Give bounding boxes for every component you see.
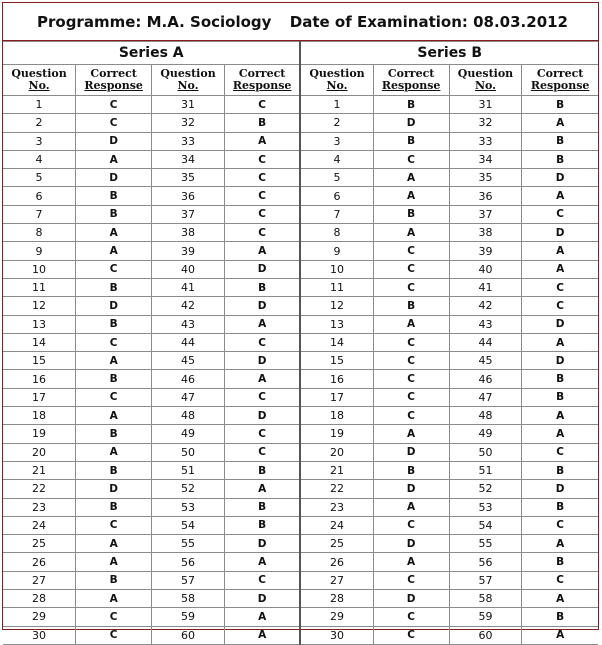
correct-response: C: [373, 516, 449, 534]
correct-response: B: [522, 498, 598, 516]
question-number: 43: [449, 315, 522, 333]
correct-response: C: [373, 626, 449, 644]
exam-date: Date of Examination: 08.03.2012: [289, 12, 568, 31]
question-number: 2: [300, 114, 373, 132]
correct-response: A: [522, 407, 598, 425]
question-number: 13: [300, 315, 373, 333]
correct-response: B: [373, 205, 449, 223]
correct-response: C: [373, 608, 449, 626]
question-number: 38: [449, 224, 522, 242]
series-a-question-header: Question No.: [3, 65, 76, 96]
question-number: 3: [3, 132, 76, 150]
correct-response: D: [373, 590, 449, 608]
question-number: 12: [3, 297, 76, 315]
question-number: 5: [300, 169, 373, 187]
correct-response: A: [76, 443, 152, 461]
question-number: 46: [449, 370, 522, 388]
correct-response: B: [76, 315, 152, 333]
correct-response: D: [373, 114, 449, 132]
correct-response: A: [76, 590, 152, 608]
correct-response: B: [522, 608, 598, 626]
question-number: 36: [449, 187, 522, 205]
correct-response: B: [522, 388, 598, 406]
series-a-response-header: Correct Response: [76, 65, 152, 96]
correct-response: A: [224, 480, 300, 498]
correct-response: B: [224, 278, 300, 296]
answer-key-sheet: [2, 2, 599, 642]
correct-response: C: [76, 333, 152, 351]
correct-response: D: [224, 590, 300, 608]
table-row: [3, 407, 598, 425]
table-row: [3, 480, 598, 498]
question-number: 31: [152, 96, 225, 114]
question-number: 30: [300, 626, 373, 644]
question-number: 17: [3, 388, 76, 406]
correct-response: B: [76, 571, 152, 589]
question-number: 53: [152, 498, 225, 516]
correct-response: A: [224, 626, 300, 644]
question-number: 47: [152, 388, 225, 406]
correct-response: D: [373, 480, 449, 498]
question-number: 52: [449, 480, 522, 498]
correct-response: C: [224, 425, 300, 443]
question-number: 59: [152, 608, 225, 626]
answer-key-table: [3, 41, 598, 645]
correct-response: A: [522, 333, 598, 351]
question-number: 29: [300, 608, 373, 626]
question-number: 36: [152, 187, 225, 205]
correct-response: A: [522, 260, 598, 278]
correct-response: C: [522, 205, 598, 223]
question-number: 33: [152, 132, 225, 150]
correct-response: C: [224, 96, 300, 114]
question-number: 4: [3, 150, 76, 168]
table-row: [3, 590, 598, 608]
correct-response: C: [522, 443, 598, 461]
question-number: 37: [449, 205, 522, 223]
answer-rows: [3, 96, 598, 645]
correct-response: C: [522, 297, 598, 315]
correct-response: A: [76, 150, 152, 168]
question-number: 9: [300, 242, 373, 260]
correct-response: A: [373, 425, 449, 443]
correct-response: C: [224, 388, 300, 406]
correct-response: C: [76, 388, 152, 406]
correct-response: D: [224, 407, 300, 425]
question-number: 49: [152, 425, 225, 443]
correct-response: C: [224, 187, 300, 205]
correct-response: A: [522, 535, 598, 553]
correct-response: D: [76, 132, 152, 150]
question-number: 33: [449, 132, 522, 150]
correct-response: B: [373, 132, 449, 150]
question-number: 35: [152, 169, 225, 187]
question-number: 55: [152, 535, 225, 553]
question-number: 47: [449, 388, 522, 406]
correct-response: B: [522, 132, 598, 150]
table-row: [3, 315, 598, 333]
question-number: 44: [152, 333, 225, 351]
question-number: 2: [3, 114, 76, 132]
table-row: [3, 352, 598, 370]
table-row: [3, 169, 598, 187]
question-number: 32: [152, 114, 225, 132]
table-row: [3, 224, 598, 242]
correct-response: C: [76, 608, 152, 626]
correct-response: A: [522, 114, 598, 132]
table-row: [3, 260, 598, 278]
correct-response: B: [373, 96, 449, 114]
correct-response: A: [522, 187, 598, 205]
question-number: 20: [3, 443, 76, 461]
correct-response: C: [224, 205, 300, 223]
question-number: 54: [449, 516, 522, 534]
question-number: 27: [3, 571, 76, 589]
question-number: 6: [300, 187, 373, 205]
question-number: 14: [300, 333, 373, 351]
correct-response: C: [76, 114, 152, 132]
table-row: [3, 132, 598, 150]
correct-response: D: [522, 315, 598, 333]
table-row: [3, 443, 598, 461]
question-number: 38: [152, 224, 225, 242]
question-number: 20: [300, 443, 373, 461]
table-row: [3, 278, 598, 296]
question-number: 29: [3, 608, 76, 626]
correct-response: B: [522, 461, 598, 479]
question-number: 43: [152, 315, 225, 333]
correct-response: A: [76, 352, 152, 370]
series-b-response-header-2: Correct Response: [522, 65, 598, 96]
question-number: 48: [152, 407, 225, 425]
correct-response: A: [373, 224, 449, 242]
correct-response: C: [522, 278, 598, 296]
question-number: 58: [152, 590, 225, 608]
correct-response: A: [224, 370, 300, 388]
correct-response: C: [224, 224, 300, 242]
question-number: 21: [300, 461, 373, 479]
question-number: 41: [449, 278, 522, 296]
table-row: [3, 242, 598, 260]
correct-response: A: [373, 187, 449, 205]
question-number: 32: [449, 114, 522, 132]
correct-response: C: [373, 260, 449, 278]
correct-response: D: [522, 169, 598, 187]
question-number: 44: [449, 333, 522, 351]
correct-response: A: [522, 590, 598, 608]
question-number: 28: [3, 590, 76, 608]
correct-response: B: [224, 114, 300, 132]
question-number: 1: [3, 96, 76, 114]
correct-response: B: [522, 96, 598, 114]
table-row: [3, 608, 598, 626]
question-number: 40: [152, 260, 225, 278]
question-number: 37: [152, 205, 225, 223]
correct-response: C: [373, 407, 449, 425]
correct-response: D: [522, 480, 598, 498]
question-number: 59: [449, 608, 522, 626]
question-number: 25: [300, 535, 373, 553]
question-number: 21: [3, 461, 76, 479]
table-row: [3, 96, 598, 114]
correct-response: A: [522, 242, 598, 260]
series-a-question-header-2: Question No.: [152, 65, 225, 96]
correct-response: C: [224, 169, 300, 187]
correct-response: C: [76, 96, 152, 114]
question-number: 52: [152, 480, 225, 498]
question-number: 23: [3, 498, 76, 516]
question-number: 18: [300, 407, 373, 425]
table-row: [3, 535, 598, 553]
correct-response: B: [76, 187, 152, 205]
correct-response: B: [76, 461, 152, 479]
correct-response: A: [76, 553, 152, 571]
table-row: [3, 388, 598, 406]
correct-response: C: [373, 150, 449, 168]
question-number: 6: [3, 187, 76, 205]
question-number: 49: [449, 425, 522, 443]
question-number: 1: [300, 96, 373, 114]
question-number: 39: [449, 242, 522, 260]
question-number: 24: [300, 516, 373, 534]
question-number: 13: [3, 315, 76, 333]
question-number: 3: [300, 132, 373, 150]
series-a-title: Series A: [3, 42, 300, 65]
question-number: 25: [3, 535, 76, 553]
correct-response: B: [522, 553, 598, 571]
question-number: 48: [449, 407, 522, 425]
correct-response: A: [224, 315, 300, 333]
correct-response: C: [224, 571, 300, 589]
correct-response: A: [76, 224, 152, 242]
table-row: [3, 425, 598, 443]
correct-response: B: [373, 461, 449, 479]
question-number: 39: [152, 242, 225, 260]
question-number: 46: [152, 370, 225, 388]
question-number: 15: [3, 352, 76, 370]
question-number: 16: [300, 370, 373, 388]
question-number: 10: [3, 260, 76, 278]
question-number: 50: [152, 443, 225, 461]
table-row: [3, 498, 598, 516]
correct-response: C: [522, 516, 598, 534]
correct-response: A: [224, 608, 300, 626]
question-number: 50: [449, 443, 522, 461]
correct-response: B: [76, 370, 152, 388]
question-number: 24: [3, 516, 76, 534]
correct-response: A: [224, 242, 300, 260]
table-row: [3, 297, 598, 315]
correct-response: B: [76, 498, 152, 516]
correct-response: B: [224, 461, 300, 479]
correct-response: C: [373, 571, 449, 589]
question-number: 23: [300, 498, 373, 516]
correct-response: D: [522, 352, 598, 370]
question-number: 53: [449, 498, 522, 516]
correct-response: C: [224, 443, 300, 461]
correct-response: A: [373, 169, 449, 187]
question-number: 55: [449, 535, 522, 553]
series-b-title: Series B: [300, 42, 598, 65]
correct-response: A: [224, 132, 300, 150]
question-number: 35: [449, 169, 522, 187]
correct-response: C: [373, 278, 449, 296]
question-number: 60: [449, 626, 522, 644]
question-number: 10: [300, 260, 373, 278]
question-number: 18: [3, 407, 76, 425]
question-number: 41: [152, 278, 225, 296]
correct-response: A: [522, 626, 598, 644]
series-b-question-header-2: Question No.: [449, 65, 522, 96]
correct-response: D: [373, 535, 449, 553]
question-number: 57: [152, 571, 225, 589]
question-number: 57: [449, 571, 522, 589]
correct-response: D: [373, 443, 449, 461]
correct-response: C: [373, 242, 449, 260]
correct-response: A: [76, 535, 152, 553]
question-number: 27: [300, 571, 373, 589]
table-row: [3, 187, 598, 205]
question-number: 34: [449, 150, 522, 168]
table-row: [3, 370, 598, 388]
table-row: [3, 333, 598, 351]
correct-response: B: [373, 297, 449, 315]
correct-response: C: [522, 571, 598, 589]
correct-response: B: [224, 498, 300, 516]
question-number: 7: [3, 205, 76, 223]
correct-response: A: [373, 498, 449, 516]
correct-response: A: [373, 315, 449, 333]
question-number: 51: [449, 461, 522, 479]
correct-response: C: [76, 260, 152, 278]
question-number: 58: [449, 590, 522, 608]
correct-response: C: [76, 516, 152, 534]
question-number: 14: [3, 333, 76, 351]
correct-response: D: [224, 297, 300, 315]
correct-response: C: [76, 626, 152, 644]
question-number: 4: [300, 150, 373, 168]
question-number: 56: [152, 553, 225, 571]
question-number: 42: [449, 297, 522, 315]
question-number: 26: [3, 553, 76, 571]
question-number: 22: [3, 480, 76, 498]
correct-response: D: [224, 260, 300, 278]
correct-response: D: [76, 169, 152, 187]
question-number: 8: [3, 224, 76, 242]
correct-response: B: [76, 205, 152, 223]
series-b-question-header: Question No.: [300, 65, 373, 96]
correct-response: B: [224, 516, 300, 534]
table-row: [3, 571, 598, 589]
series-b-response-header: Correct Response: [373, 65, 449, 96]
correct-response: C: [224, 333, 300, 351]
question-number: 15: [300, 352, 373, 370]
question-number: 45: [449, 352, 522, 370]
table-row: [3, 626, 598, 644]
question-number: 45: [152, 352, 225, 370]
question-number: 19: [300, 425, 373, 443]
correct-response: C: [224, 150, 300, 168]
table-row: [3, 553, 598, 571]
question-number: 11: [300, 278, 373, 296]
correct-response: A: [224, 553, 300, 571]
question-number: 56: [449, 553, 522, 571]
correct-response: B: [522, 370, 598, 388]
correct-response: A: [76, 242, 152, 260]
question-number: 17: [300, 388, 373, 406]
correct-response: D: [522, 224, 598, 242]
correct-response: A: [373, 553, 449, 571]
correct-response: A: [522, 425, 598, 443]
question-number: 30: [3, 626, 76, 644]
correct-response: D: [76, 297, 152, 315]
question-number: 7: [300, 205, 373, 223]
question-number: 51: [152, 461, 225, 479]
correct-response: A: [76, 407, 152, 425]
question-number: 40: [449, 260, 522, 278]
programme-title: Programme: M.A. Sociology: [37, 12, 272, 31]
table-row: [3, 114, 598, 132]
question-number: 5: [3, 169, 76, 187]
question-number: 19: [3, 425, 76, 443]
table-row: [3, 150, 598, 168]
correct-response: B: [76, 425, 152, 443]
correct-response: D: [224, 535, 300, 553]
correct-response: B: [76, 278, 152, 296]
correct-response: C: [373, 333, 449, 351]
question-number: 8: [300, 224, 373, 242]
correct-response: D: [76, 480, 152, 498]
question-number: 22: [300, 480, 373, 498]
question-number: 54: [152, 516, 225, 534]
question-number: 12: [300, 297, 373, 315]
question-number: 16: [3, 370, 76, 388]
question-number: 42: [152, 297, 225, 315]
correct-response: B: [522, 150, 598, 168]
question-number: 34: [152, 150, 225, 168]
correct-response: C: [373, 352, 449, 370]
correct-response: D: [224, 352, 300, 370]
question-number: 31: [449, 96, 522, 114]
correct-response: C: [373, 388, 449, 406]
question-number: 11: [3, 278, 76, 296]
question-number: 60: [152, 626, 225, 644]
header-bar: [3, 3, 598, 41]
table-row: [3, 516, 598, 534]
correct-response: C: [373, 370, 449, 388]
question-number: 26: [300, 553, 373, 571]
table-row: [3, 205, 598, 223]
table-row: [3, 461, 598, 479]
series-a-response-header-2: Correct Response: [224, 65, 300, 96]
question-number: 9: [3, 242, 76, 260]
question-number: 28: [300, 590, 373, 608]
